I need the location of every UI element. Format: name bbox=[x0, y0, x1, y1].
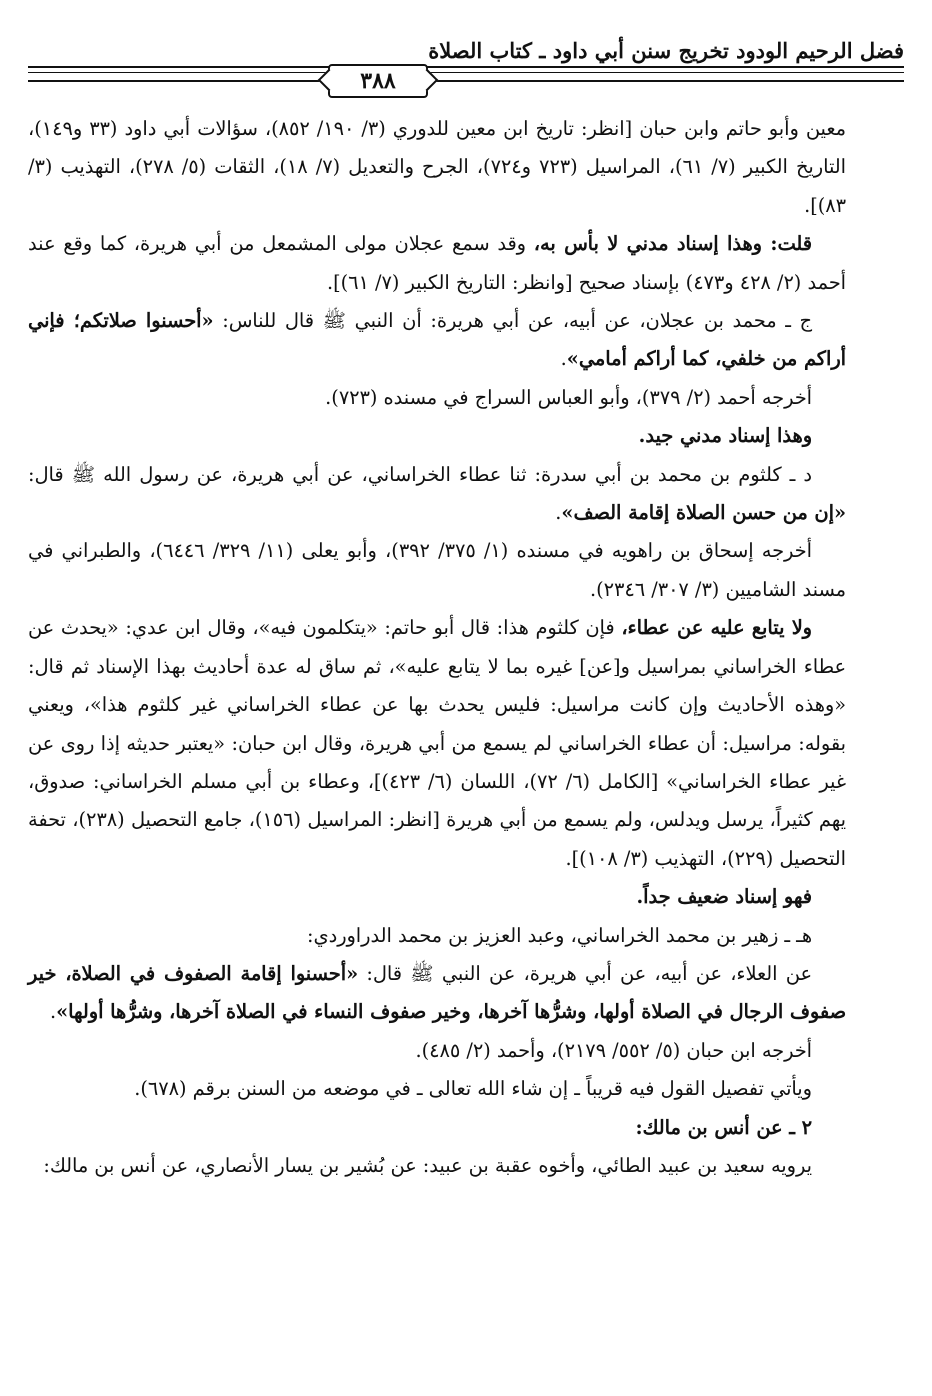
page-body bbox=[28, 110, 846, 1185]
paragraph-5-bold: وهذا إسناد مدني جيد. bbox=[638, 424, 812, 448]
header-rule-bottom bbox=[28, 80, 904, 82]
paragraph-11 bbox=[28, 955, 846, 1032]
paragraph-1 bbox=[28, 110, 846, 225]
paragraph-7-text: أخرجه إسحاق بن راهويه في مسنده (١/ ٣٧٥/ ٣٩٢)، وأبو يعلى (١١/ ٣٢٩/ ٦٤٤٦)، والطبراني في مسند الشاميين (٣/ ٣٠٧/ ٢٣٤٦). bbox=[28, 539, 846, 601]
paragraph-9-bold: فهو إسناد ضعيف جداً. bbox=[636, 885, 812, 909]
page-number-badge bbox=[328, 64, 428, 98]
paragraph-6-end: . bbox=[555, 501, 562, 525]
paragraph-15 bbox=[28, 1147, 846, 1185]
paragraph-11-end: . bbox=[49, 1000, 57, 1024]
paragraph-6 bbox=[28, 456, 846, 533]
paragraph-2 bbox=[28, 225, 846, 302]
paragraph-4 bbox=[28, 379, 846, 417]
paragraph-15-text: يرويه سعيد بن عبيد الطائي، وأخوه عقبة بن عبيد: عن بُشير بن يسار الأنصاري، عن أنس بن مالك: bbox=[43, 1153, 812, 1177]
paragraph-2-text: وقد سمع عجلان مولى المشمعل من أبي هريرة، كما وقع عند أحمد (٢/ ٤٢٨ و٤٧٣) بإسناد صحيح [وانظر: التاريخ الكبير (٧/ ٦١)]. bbox=[28, 232, 846, 294]
paragraph-3-text: ج ـ محمد بن عجلان، عن أبيه، عن أبي هريرة: أن النبي ﷺ قال للناس: bbox=[213, 309, 812, 333]
paragraph-8-text: فإن كلثوم هذا: قال أبو حاتم: «يتكلمون فيه»، وقال ابن عدي: «يحدث عن عطاء الخراساني بمراسيل و[عن] غيره بما لا يتابع عليه»، ثم ساق له عدة أحاديث بهذا الإسناد ثم قال: «وهذه الأحاديث وإن كانت مراسيل: فليس يحدث بها عن عطاء الخراساني غير كلثوم هذا»، ويعني بقوله: مراسيل: أن عطاء الخراساني لم يسمع من أبي هريرة، وقال ابن حبان: «يعتبر حديثه إذا روى عن غير عطاء الخراساني» [الكامل (٦/ ٧٢)، اللسان (٦/ ٤٢٣)]، وعطاء بن أبي مسلم الخراساني: صدوق، يهم كثيراً، يرسل ويدلس، ولم يسمع من أبي هريرة [انظر: المراسيل (١٥٦)، جامع التحصيل (٢٣٨)، تحفة التحصيل (٢٢٩)، التهذيب (٣/ ١٠٨)]. bbox=[28, 616, 847, 870]
paragraph-9 bbox=[28, 878, 846, 916]
paragraph-13-text: ويأتي تفصيل القول فيه قريباً ـ إن شاء الله تعالى ـ في موضعه من السنن برقم (٦٧٨). bbox=[134, 1077, 812, 1101]
paragraph-1-text: معين وأبو حاتم وابن حبان [انظر: تاريخ ابن معين للدوري (٣/ ١٩٠/ ٨٥٢)، سؤالات أبي داود (٣٣ و١٤٩)، التاريخ الكبير (٧/ ٦١)، المراسيل (٧٢٣ و٧٢٤)، الجرح والتعديل (٧/ ١٨)، الثقات (٥/ ٢٧٨)، التهذيب (٣/ ٨٣)]. bbox=[28, 117, 846, 217]
paragraph-13 bbox=[28, 1070, 846, 1108]
header-rule-top bbox=[28, 66, 904, 68]
paragraph-10 bbox=[28, 917, 846, 955]
paragraph-11-hadith: «أحسنوا إقامة الصفوف في الصلاة، خير صفوف الرجال في الصلاة أولها، وشرُّها آخرها، وخير صفوف النساء في الصلاة آخرها، وشرُّها أولها» bbox=[28, 961, 846, 1024]
header-title: فضل الرحيم الودود تخريج سنن أبي داود ـ كتاب الصلاة bbox=[428, 38, 904, 63]
header-rule-mid bbox=[28, 72, 904, 73]
paragraph-12 bbox=[28, 1032, 846, 1070]
paragraph-10-text: هـ ـ زهير بن محمد الخراساني، وعبد العزيز بن محمد الدراوردي: bbox=[307, 923, 812, 947]
paragraph-6-hadith: «إن من حسن الصلاة إقامة الصف» bbox=[561, 501, 846, 525]
paragraph-3-end: . bbox=[560, 347, 567, 371]
paragraph-6-text: د ـ كلثوم بن محمد بن أبي سدرة: ثنا عطاء الخراساني، عن أبي هريرة، عن رسول الله ﷺ قال: bbox=[28, 462, 812, 486]
paragraph-4-text: أخرجه أحمد (٢/ ٣٧٩)، وأبو العباس السراج في مسنده (٧٢٣). bbox=[325, 385, 812, 409]
section-heading-text: ٢ ـ عن أنس بن مالك: bbox=[635, 1115, 812, 1139]
paragraph-2-bold: قلت: وهذا إسناد مدني لا بأس به، bbox=[533, 232, 812, 256]
section-heading bbox=[28, 1109, 846, 1147]
page-number: ٣٨٨ bbox=[360, 68, 396, 94]
paragraph-3 bbox=[28, 302, 846, 379]
paragraph-11-text: عن العلاء، عن أبيه، عن أبي هريرة، عن النبي ﷺ قال: bbox=[358, 961, 812, 985]
paragraph-3-hadith: «أحسنوا صلاتكم؛ فإني أراكم من خلفي، كما أراكم أمامي» bbox=[28, 309, 846, 371]
paragraph-7 bbox=[28, 532, 846, 609]
paragraph-8 bbox=[28, 609, 846, 878]
paragraph-8-bold: ولا يتابع عليه عن عطاء، bbox=[621, 616, 812, 640]
paragraph-12-text: أخرجه ابن حبان (٥/ ٥٥٢/ ٢١٧٩)، وأحمد (٢/ ٤٨٥). bbox=[415, 1038, 812, 1062]
paragraph-5 bbox=[28, 417, 846, 455]
